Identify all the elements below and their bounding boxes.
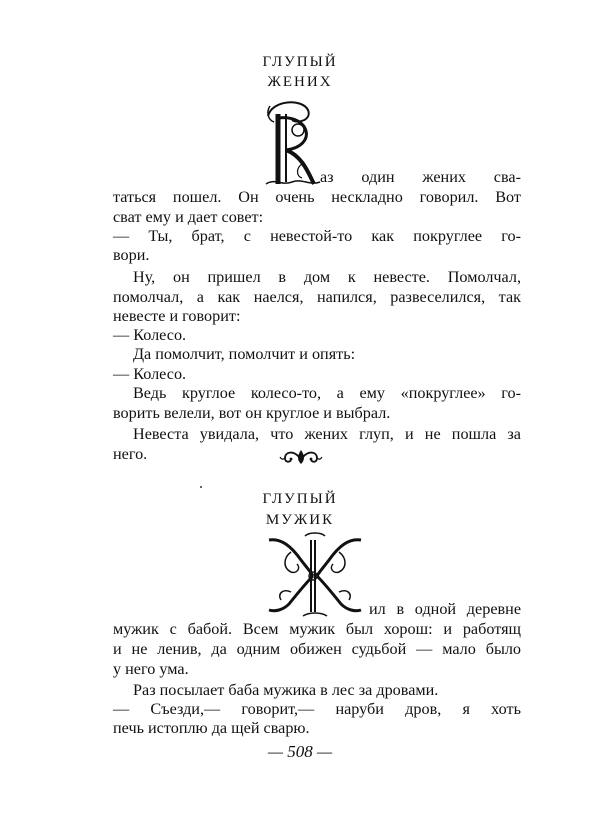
story2-line-4: у него ума. (113, 660, 189, 678)
divider-ornament (279, 446, 323, 468)
story1-line-3: сват ему и дает совет: (113, 208, 264, 226)
story1-line-4: — Ты, брат, с невестой-то как покруглее го- (113, 227, 521, 245)
dropcap-zh-ornament (261, 532, 369, 618)
story1-line-7: помолчал, а как наелся, напился, развеселился, так (113, 288, 521, 306)
story2-line-3: и не ленив, да одним обижен судьбой — мало было (113, 640, 521, 658)
story1-line-8: невесте и говорит: (113, 307, 241, 325)
story2-title-line2: МУЖИК (265, 512, 335, 528)
story1-line-12: Ведь круглое колесо-то, а ему «покруглее» го- (133, 384, 521, 402)
story1-line-14: Невеста увидала, что жених глуп, и не пошла за (133, 425, 521, 443)
story1-line-1: аз один жених сва- (320, 168, 521, 186)
story1-line-11: — Колесо. (113, 365, 187, 383)
story1-title-line2: ЖЕНИХ (267, 74, 333, 90)
story1-title-line1: ГЛУПЫЙ (262, 54, 338, 70)
story1-line-10: Да помолчит, помолчит и опять: (133, 345, 356, 363)
story2-line-7: печь истоплю да щей сварю. (113, 719, 310, 737)
story1-line-9: — Колесо. (113, 326, 187, 344)
story1-line-15: него. (113, 445, 148, 463)
story2-line-2: мужик с бабой. Всем мужик был хорош: и работящ (113, 620, 521, 638)
print-speck (200, 486, 202, 488)
story2-line-5: Раз посылает баба мужика в лес за дровами. (133, 681, 439, 699)
story2-line-6: — Съезди,— говорит,— наруби дров, я хоть (113, 700, 521, 718)
story2-line-1: ил в одной деревне (369, 600, 521, 618)
story2-title-line1: ГЛУПЫЙ (262, 491, 338, 507)
page-number: — 508 — (267, 742, 333, 761)
dropcap-r-ornament (262, 94, 322, 190)
story1-line-13: ворить велели, вот он круглое и выбрал. (113, 404, 391, 422)
story1-line-6: Ну, он пришел в дом к невесте. Помолчал, (133, 268, 521, 286)
story1-line-2: таться пошел. Он очень нескладно говорил. Вот (113, 188, 521, 206)
story1-line-5: вори. (113, 246, 150, 264)
